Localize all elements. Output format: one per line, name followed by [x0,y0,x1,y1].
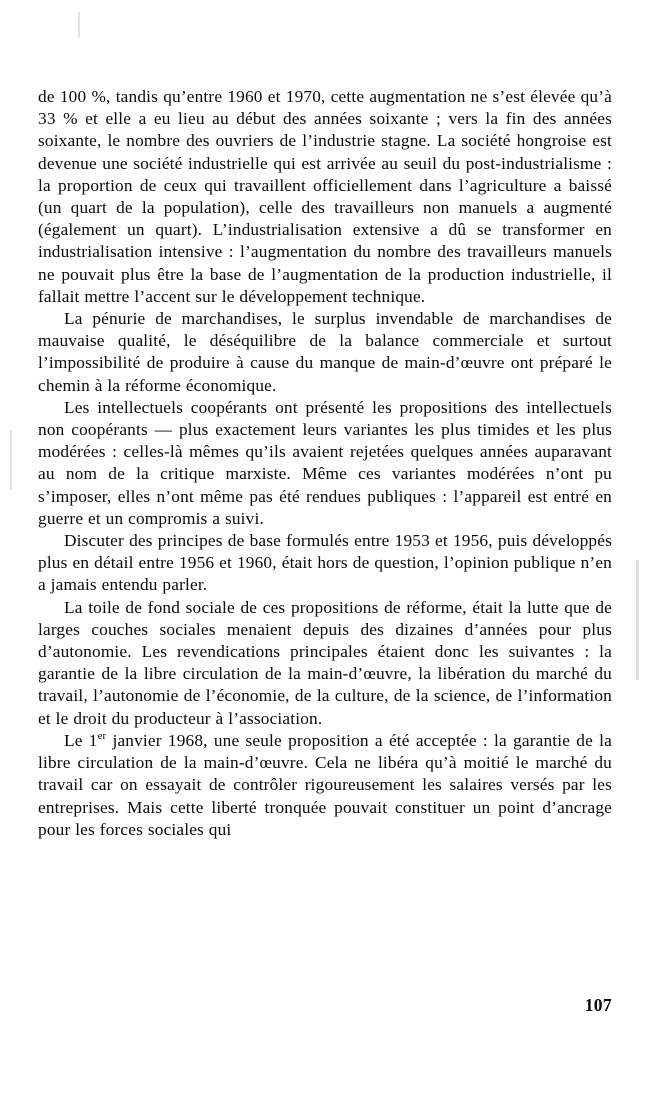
scan-artifact [78,12,80,38]
paragraph: La toile de fond sociale de ces propositions de réforme, était la lutte que de larges couches sociales menaient depuis des dizaines d’années pour plus d’autonomie. Les revendications principales étaient donc les suivantes : la garantie de la libre circulation de la main-d’œuvre, la libération du marché du travail, l’autonomie de l’économie, de la culture, de la science, de l’information et le droit du producteur à l’association. [38,597,612,728]
paragraph: Le 1er janvier 1968, une seule proposition a été acceptée : la garantie de la libre circulation de la main-d’œuvre. Cela ne libéra qu’à moitié le marché du travail car on essayait de contrôler rigoureusement les salaires versés par les entreprises. Mais cette liberté tronquée pouvait constituer un point d’ancrage pour les forces sociales qui [38,730,612,839]
scan-artifact [10,430,12,490]
paragraph: La pénurie de marchandises, le surplus invendable de marchandises de mauvaise qualité, le déséquilibre de la balance commerciale et surtout l’impossibilité de produire à cause du manque de main-d’œuvre ont préparé le chemin à la réforme économique. [38,309,612,395]
body-text [38,86,612,841]
paragraph: Les intellectuels coopérants ont présenté les propositions des intellectuels non coopérants — plus exactement leurs variantes les plus timides et les plus modérées : celles-là mêmes qu’ils avaient rejetées quelques années auparavant au nom de la critique marxiste. Même ces variantes modérées n’ont pu s’imposer, elles n’ont même pas été rendues publiques : l’appareil est entré en guerre et un compromis a suivi. [38,397,612,528]
scan-artifact [636,560,639,680]
page-number: 107 [584,995,612,1015]
paragraph: de 100 %, tandis qu’entre 1960 et 1970, cette augmentation ne s’est élevée qu’à 33 % et elle a eu lieu au début des années soixante ; vers la fin des années soixante, le nombre des ouvriers de l’industrie stagne. La société hongroise est devenue une société industrielle qui est arrivée au seuil du post-industrialisme : la proportion de ceux qui travaillent officiellement dans l’agriculture a baissé (un quart de la population), celle des travailleurs non manuels a augmenté (également un quart). L’industrialisation extensive a dû se transformer en industrialisation intensive : l’augmentation du nombre des travailleurs manuels ne pouvait plus être la base de l’augmentation de la production industrielle, il fallait mettre l’accent sur le développement technique. [38,87,612,306]
paragraph: Discuter des principes de base formulés entre 1953 et 1956, puis développés plus en détail entre 1956 et 1960, était hors de question, l’opinion publique n’en a jamais entendu parler. [38,531,612,595]
